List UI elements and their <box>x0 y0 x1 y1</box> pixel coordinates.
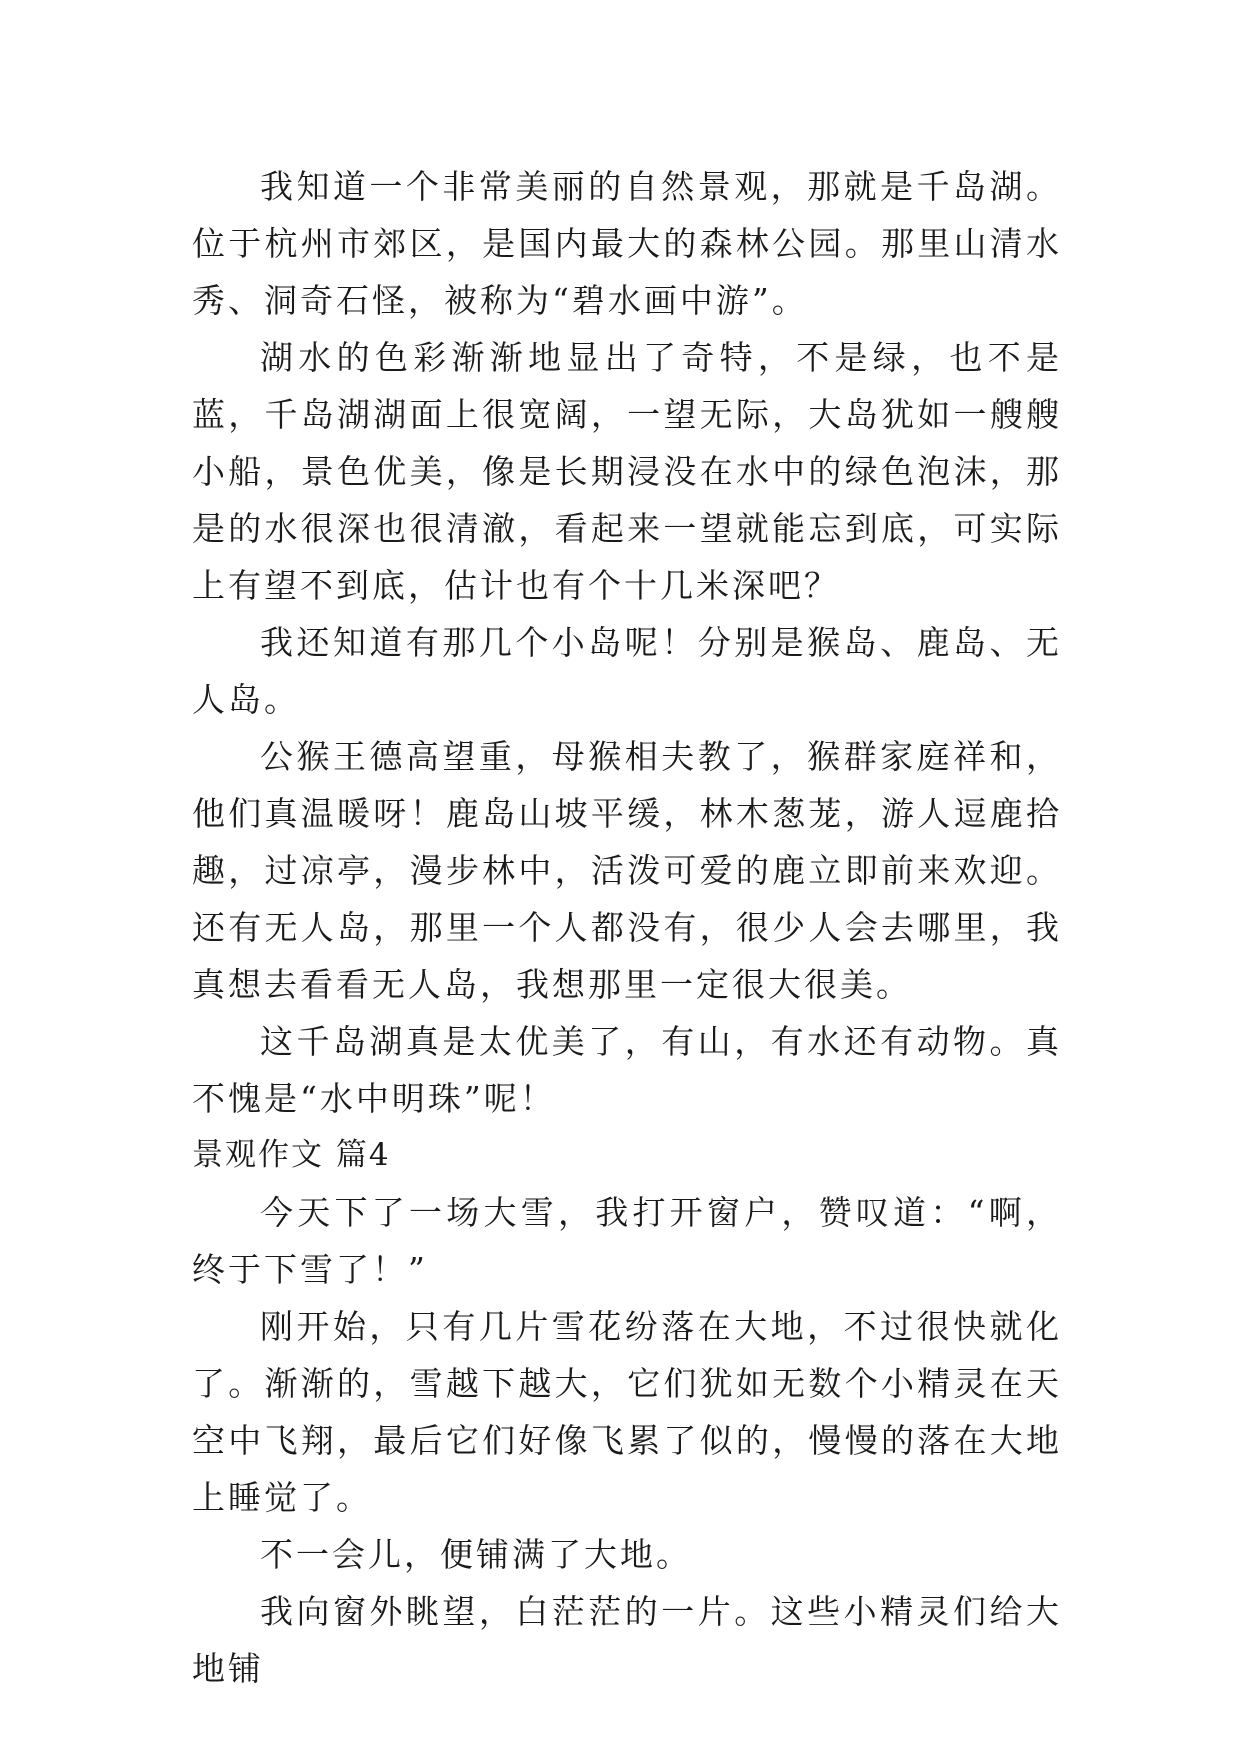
paragraph: 我向窗外眺望，白茫茫的一片。这些小精灵们给大地铺 <box>192 1592 1062 1688</box>
document-body <box>192 158 1062 1697</box>
paragraph: 这千岛湖真是太优美了，有山，有水还有动物。真不愧是“水中明珠”呢！ <box>192 1022 1062 1118</box>
paragraph: 湖水的色彩渐渐地显出了奇特，不是绿，也不是蓝，千岛湖湖面上很宽阔，一望无际，大岛犹如一艘艘小船，景色优美，像是长期浸没在水中的绿色泡沫，那是的水很深也很清澈，看起来一望就能忘到底，可实际上有望不到底，估计也有个十几米深吧？ <box>192 338 1062 605</box>
paragraph: 不一会儿，便铺满了大地。 <box>260 1535 692 1574</box>
section-heading: 景观作文 篇4 <box>192 1137 391 1173</box>
paragraph: 今天下了一场大雪，我打开窗户，赞叹道：“啊，终于下雪了！” <box>192 1193 1062 1289</box>
paragraph: 刚开始，只有几片雪花纷落在大地，不过很快就化了。渐渐的，雪越下越大，它们犹如无数个小精灵在天空中飞翔，最后它们好像飞累了似的，慢慢的落在大地上睡觉了。 <box>192 1307 1062 1517</box>
paragraph: 公猴王德高望重，母猴相夫教了，猴群家庭祥和，他们真温暖呀！鹿岛山坡平缓，林木葱茏，游人逗鹿拾趣，过凉亭，漫步林中，活泼可爱的鹿立即前来欢迎。还有无人岛，那里一个人都没有，很少人会去哪里，我真想去看看无人岛，我想那里一定很大很美。 <box>192 737 1062 1004</box>
paragraph: 我知道一个非常美丽的自然景观，那就是千岛湖。位于杭州市郊区，是国内最大的森林公园。那里山清水秀、洞奇石怪，被称为“碧水画中游”。 <box>192 167 1062 320</box>
paragraph: 我还知道有那几个小岛呢！分别是猴岛、鹿岛、无人岛。 <box>192 623 1062 719</box>
